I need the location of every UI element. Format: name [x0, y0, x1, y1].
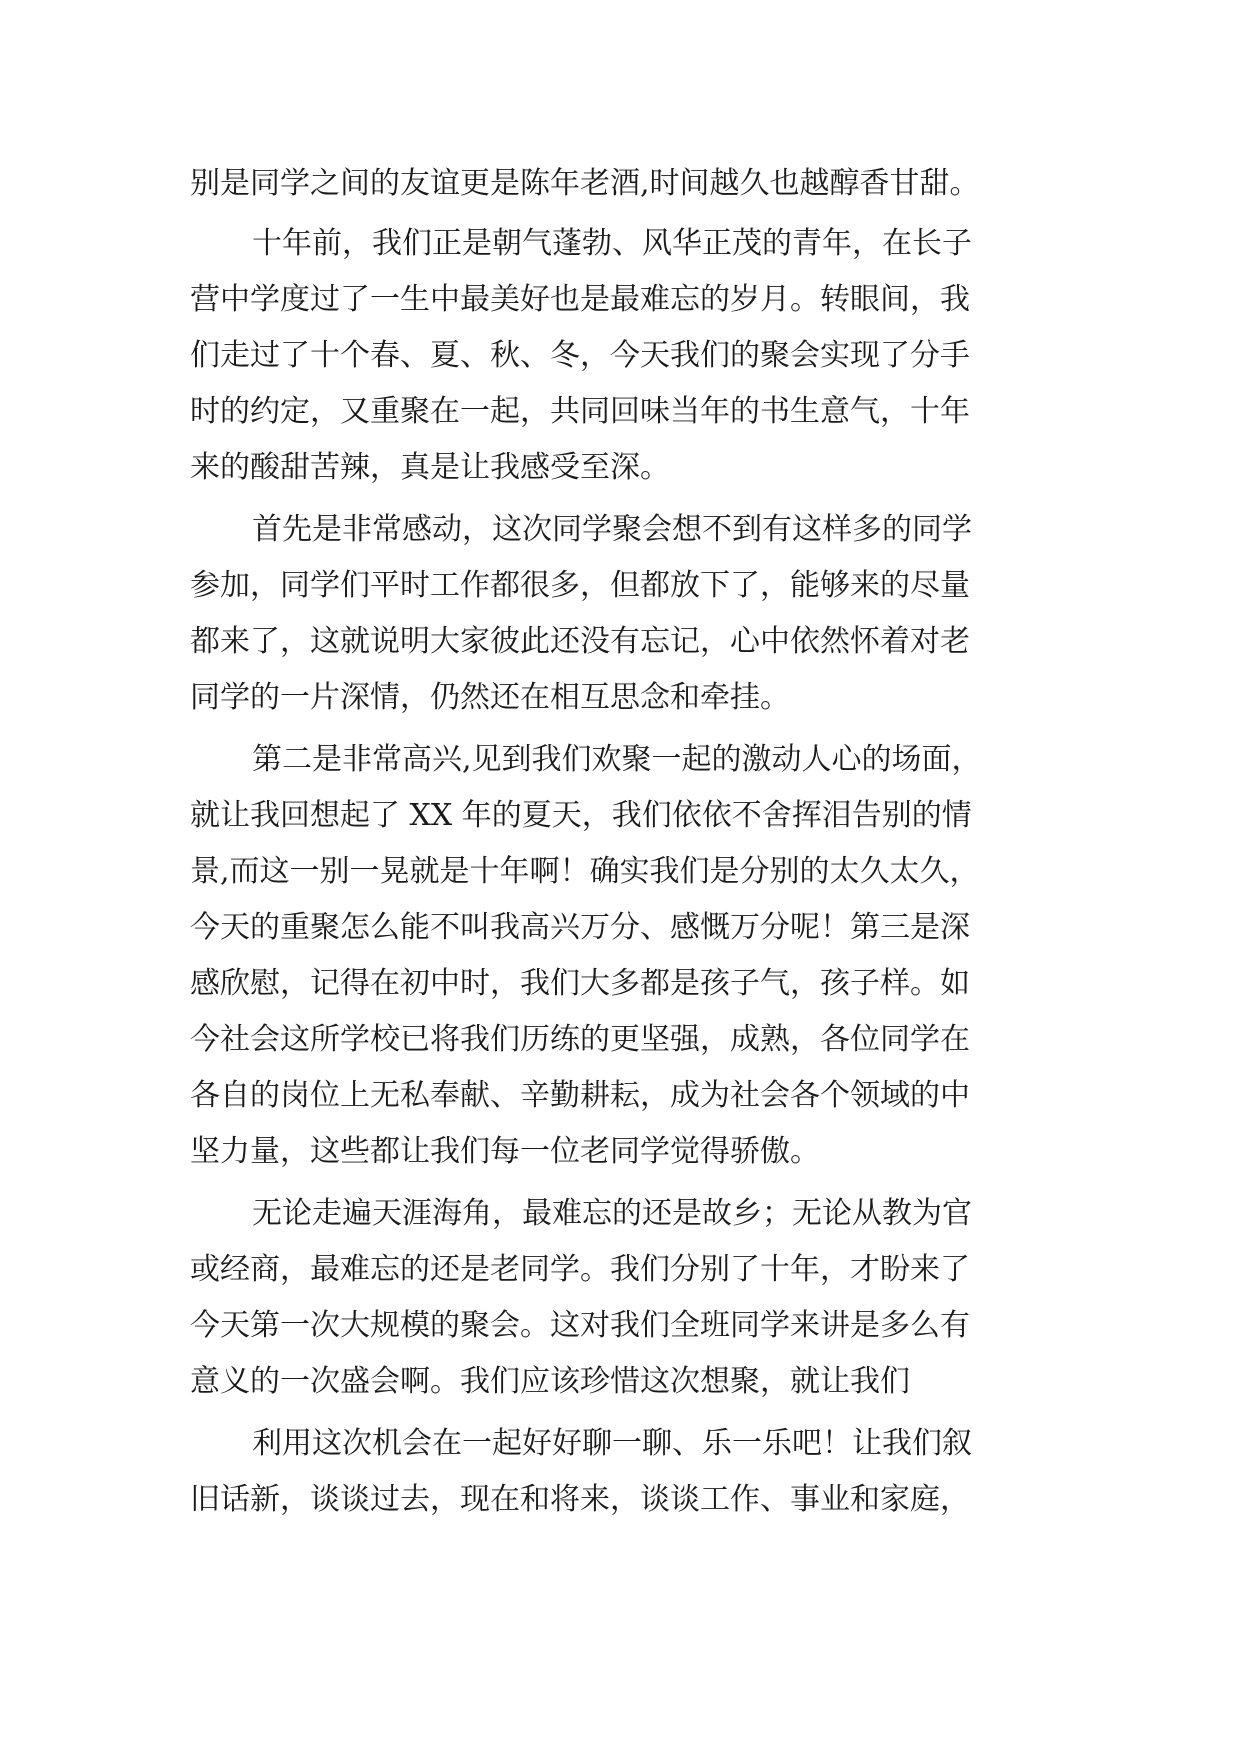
paragraph-first-line: 十年前，我们正是朝气蓬勃、风华正茂的青年，在长子	[252, 226, 972, 261]
paragraph-first-line: 无论走遍天涯海角，最难忘的还是故乡；无论从教为官	[252, 1196, 972, 1231]
text-line: 意义的一次盛会啊。我们应该珍惜这次想聚，就让我们	[190, 1364, 910, 1399]
text-line: 旧话新，谈谈过去，现在和将来，谈谈工作、事业和家庭，	[190, 1482, 970, 1517]
text-line: 各自的岗位上无私奉献、辛勤耕耘，成为社会各个领域的中	[190, 1078, 970, 1113]
text-line: 们走过了十个春、夏、秋、冬，今天我们的聚会实现了分手	[190, 338, 970, 373]
text-line: 景,而这一别一晃就是十年啊！确实我们是分别的太久太久，	[190, 854, 980, 889]
text-line: 同学的一片深情，仍然还在相互思念和牵挂。	[190, 680, 790, 715]
text-line: 或经商，最难忘的还是老同学。我们分别了十年，才盼来了	[190, 1252, 970, 1287]
text-line: 今天第一次大规模的聚会。这对我们全班同学来讲是多么有	[190, 1308, 970, 1343]
text-line: 坚力量，这些都让我们每一位老同学觉得骄傲。	[190, 1134, 820, 1169]
paragraph-first-line: 利用这次机会在一起好好聊一聊、乐一乐吧！让我们叙	[252, 1426, 972, 1461]
text-line: 来的酸甜苦辣，真是让我感受至深。	[190, 450, 670, 485]
text-line: 参加，同学们平时工作都很多，但都放下了，能够来的尽量	[190, 568, 970, 603]
text-line: 营中学度过了一生中最美好也是最难忘的岁月。转眼间，我	[190, 282, 970, 317]
text-line: 感欣慰，记得在初中时，我们大多都是孩子气，孩子样。如	[190, 966, 970, 1001]
text-line: 就让我回想起了 XX 年的夏天，我们依依不舍挥泪告别的情	[190, 798, 972, 833]
text-line: 都来了，这就说明大家彼此还没有忘记，心中依然怀着对老	[190, 624, 970, 659]
text-line: 今社会这所学校已将我们历练的更坚强，成熟，各位同学在	[190, 1022, 970, 1057]
paragraph-first-line: 第二是非常高兴,见到我们欢聚一起的激动人心的场面，	[252, 742, 982, 777]
text-line: 别是同学之间的友谊更是陈年老酒,时间越久也越醇香甘甜。	[190, 166, 980, 201]
text-line: 今天的重聚怎么能不叫我高兴万分、感慨万分呢！第三是深	[190, 910, 970, 945]
text-line: 时的约定，又重聚在一起，共同回味当年的书生意气，十年	[190, 394, 970, 429]
paragraph-first-line: 首先是非常感动，这次同学聚会想不到有这样多的同学	[252, 512, 972, 547]
